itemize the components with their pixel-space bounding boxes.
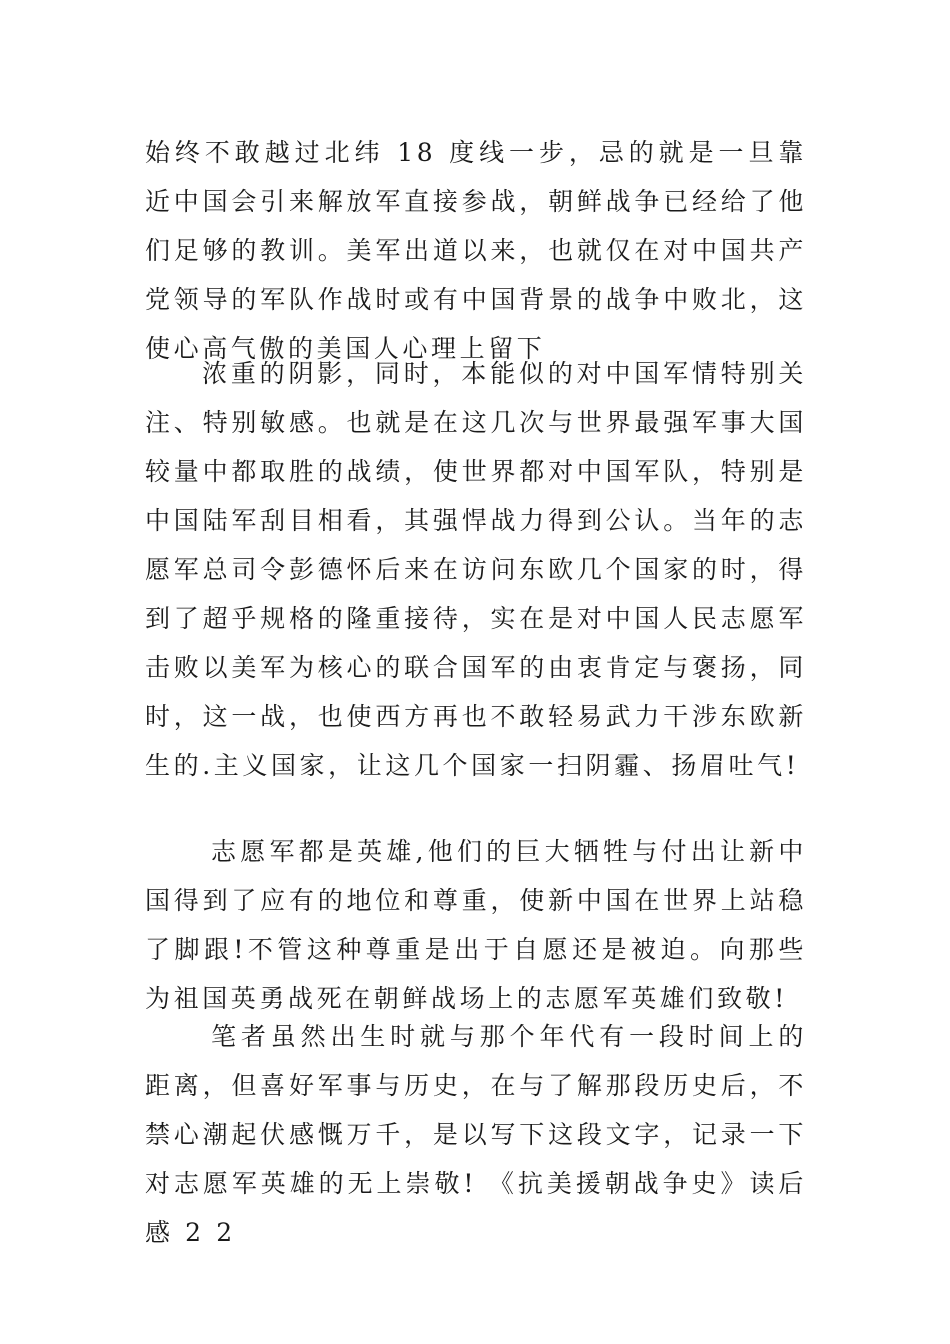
paragraph-3: 志愿军都是英雄,他们的巨大牺牲与付出让新中国得到了应有的地位和尊重，使新中国在世界上站稳了脚跟!不管这种尊重是出于自愿还是被迫。向那些为祖国英勇战死在朝鲜战场上的志愿军英雄们致敬!	[145, 837, 807, 1013]
paragraph-4: 笔者虽然出生时就与那个年代有一段时间上的距离，但喜好军事与历史，在与了解那段历史后，不禁心潮起伏感慨万千，是以写下这段文字，记录一下对志愿军英雄的无上崇敬! 《抗美援朝战争史》读后感 2 2	[145, 1022, 807, 1247]
paragraph-1: 始终不敢越过北纬 18 度线一步，忌的就是一旦靠近中国会引来解放军直接参战，朝鲜战争已经给了他们足够的教训。美军出道以来，也就仅在对中国共产党领导的军队作战时或有中国背景的战争中败北，这使心高气傲的美国人心理上留下	[145, 138, 807, 363]
paragraph-2: 浓重的阴影，同时，本能似的对中国军情特别关注、特别敏感。也就是在这几次与世界最强军事大国较量中都取胜的战绩，使世界都对中国军队，特别是中国陆军刮目相看，其强悍战力得到公认。当年的志愿军总司令彭德怀后来在访问东欧几个国家的时，得到了超乎规格的隆重接待，实在是对中国人民志愿军击败以美军为核心的联合国军的由衷肯定与褒扬，同时，这一战，也使西方再也不敢轻易武力干涉东欧新生的.主义国家，让这几个国家一扫阴霾、扬眉吐气!	[145, 359, 807, 780]
